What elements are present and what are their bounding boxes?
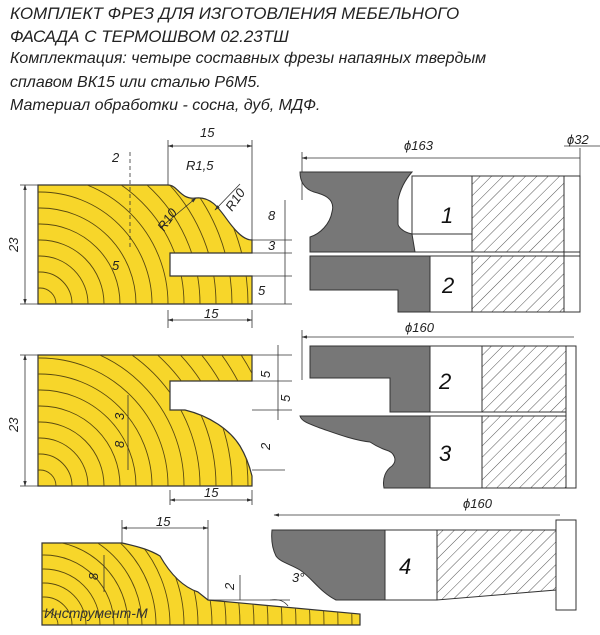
profile1-dim-radius-b: R10	[222, 185, 249, 214]
description-line-3: Материал обработки - сосна, дуб, МДФ.	[10, 97, 321, 114]
profile1-dim-bottom-width: 15	[204, 306, 219, 321]
cutter-number-2-bottom: 2	[439, 369, 452, 394]
dia-160-label-b: ϕ160	[463, 496, 492, 511]
profile3-dim-step-2: 2	[222, 582, 237, 590]
profile3-dim-left-8: 8	[86, 572, 101, 580]
profile1-dim-top-step: 2	[112, 150, 120, 165]
profile3-dim-top-width: 15	[156, 514, 171, 529]
profile3-dim-angle: 3°	[292, 570, 305, 585]
cutter-number-1: 1	[441, 203, 454, 228]
dia-163-label: ϕ163	[404, 138, 433, 153]
cutter-number-3: 3	[439, 441, 452, 466]
cutter-assembly-2-3	[300, 330, 576, 488]
profile2-dim-right-5a: 5	[258, 370, 273, 378]
profile1-dim-right-3: 3	[268, 238, 276, 253]
dia-32-label: ϕ32	[567, 132, 589, 147]
profile2-dim-left-8: 8	[112, 440, 127, 448]
maker-watermark: Инструмент-М	[44, 605, 148, 621]
title-line-1: КОМПЛЕКТ ФРЕЗ ДЛЯ ИЗГОТОВЛЕНИЯ МЕБЕЛЬНОГО	[10, 4, 460, 23]
profile1-dim-right-5: 5	[258, 283, 266, 298]
cutter-number-4: 4	[399, 554, 412, 579]
cutter-number-2-top: 2	[442, 273, 455, 298]
profile2-dim-right-2: 2	[258, 442, 273, 450]
profile2-dim-bottom-width: 15	[204, 485, 219, 500]
description-line-1: Комплектация: четыре составных фрезы напаяных твердым	[10, 50, 487, 67]
cutter-assembly-4	[272, 515, 576, 610]
dia-160-label-a: ϕ160	[405, 320, 434, 335]
profile1-dim-groove-5: 5	[112, 258, 120, 273]
profile1-dim-radius-small: R1,5	[186, 158, 214, 173]
profile1-dim-top-width: 15	[200, 125, 215, 140]
profile2-dim-right-5b: 5	[278, 394, 293, 402]
profile1-dim-radius-a: R10	[154, 205, 181, 234]
profile1-dim-right-8: 8	[268, 208, 276, 223]
profile2-dim-left-3: 3	[112, 412, 127, 420]
description-line-2: сплавом ВК15 или сталью Р6М5.	[10, 74, 261, 91]
title-line-2: ФАСАДА С ТЕРМОШВОМ 02.23ТШ	[10, 27, 289, 46]
profile1-dim-height: 23	[6, 237, 21, 252]
profile2-dim-height: 23	[6, 417, 21, 432]
